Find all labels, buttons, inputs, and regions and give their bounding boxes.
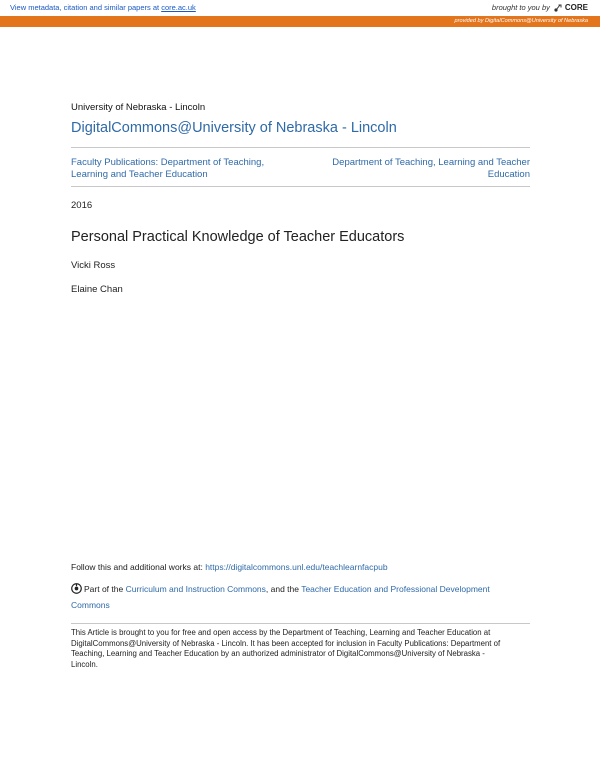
provider-bar xyxy=(0,16,600,27)
core-banner xyxy=(0,0,600,16)
metadata-text: View metadata, citation and similar papers at xyxy=(10,3,162,12)
author-name: Vicki Ross xyxy=(71,260,116,271)
core-link[interactable]: core.ac.uk xyxy=(161,3,196,12)
bepress-network-icon xyxy=(71,583,82,594)
collection-department[interactable] xyxy=(300,157,530,181)
core-logo-icon xyxy=(553,3,563,13)
follow-prefix: Follow this and additional works at: xyxy=(71,562,206,572)
university-name: University of Nebraska - Lincoln xyxy=(71,102,206,113)
divider-top xyxy=(71,147,530,148)
metadata-notice xyxy=(10,0,196,16)
collection-faculty-publications[interactable] xyxy=(71,157,301,181)
access-notice: This Article is brought to you for free and open access by the Department of Teaching, Learning and Teacher Education at DigitalCommons@University of Nebraska - Lincoln. It has been accepted for inclusion in Faculty Publications: Department of Teaching, Learning and Teacher Education by an authorized administrator of DigitalCommons@University of Nebraska - Lincoln. xyxy=(71,628,501,669)
publication-year: 2016 xyxy=(71,200,93,211)
core-logo[interactable] xyxy=(553,0,588,16)
provider-text: provided by DigitalCommons@University of Nebraska xyxy=(454,18,588,24)
brought-text: brought to you by xyxy=(491,3,550,12)
part-of-middle: , and the xyxy=(265,584,302,594)
brought-to-you xyxy=(492,0,588,16)
article-title: Personal Practical Knowledge of Teacher Educators xyxy=(71,229,405,245)
repository-title[interactable]: DigitalCommons@University of Nebraska - Lincoln xyxy=(71,120,397,136)
author-name: Elaine Chan xyxy=(71,284,123,295)
collection-left-line2: Learning and Teacher Education xyxy=(71,169,208,180)
part-of-line xyxy=(71,582,511,613)
follow-link[interactable]: https://digitalcommons.unl.edu/teachlearnfacpub xyxy=(205,562,388,572)
curriculum-instruction-commons-link[interactable]: Curriculum and Instruction Commons xyxy=(125,584,266,594)
collection-right-line2: Education xyxy=(487,169,530,180)
collection-right-line1: Department of Teaching, Learning and Teacher xyxy=(332,157,530,168)
teacher-education-commons-link[interactable]: Teacher Education and Professional Development Commons xyxy=(71,584,490,610)
divider-footer xyxy=(71,623,530,624)
part-of-prefix: Part of the xyxy=(84,584,126,594)
divider-collections xyxy=(71,186,530,187)
follow-line xyxy=(71,562,388,572)
core-logo-text: CORE xyxy=(564,3,588,12)
collection-left-line1: Faculty Publications: Department of Teaching, xyxy=(71,157,265,168)
